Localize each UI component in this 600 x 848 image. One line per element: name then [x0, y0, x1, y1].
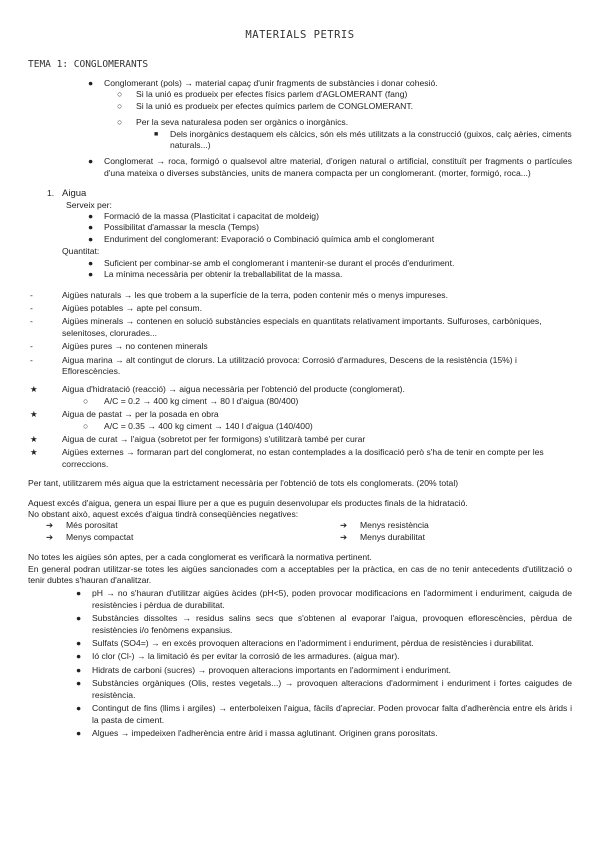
bullet-marker: ★ — [30, 447, 38, 458]
item-text: La mínima necessària per obtenir la treballabilitat de la massa. — [104, 269, 343, 280]
bullet-marker: ● — [88, 233, 94, 244]
section-title: TEMA 1: CONGLOMERANTS — [28, 59, 149, 70]
item-text: Aigua de curat → l'aigua (sobretot per fer formigons) s'utilitzarà també per curar — [62, 433, 366, 444]
general-text: En general podran utilitzar-se totes les aigües sancionades com a acceptables per la pràctica, en cas de no tenir antecedents d'utilització o tenir dubtes s'hauran d'analitzar. — [28, 563, 572, 586]
usos-aigua-list — [0, 384, 600, 470]
bullet-marker: ● — [76, 703, 82, 714]
intro-item — [0, 89, 600, 100]
usos-item — [0, 384, 600, 395]
usos-item — [0, 409, 600, 420]
tipus-item — [0, 355, 600, 378]
bullet-marker: ○ — [83, 420, 89, 431]
bullet-marker: ○ — [83, 395, 89, 406]
tipus-item — [0, 290, 600, 301]
perill-item — [0, 613, 600, 636]
exces-text-2: No obstant això, aquest excés d'aigua tindrà conseqüències negatives: — [28, 509, 299, 519]
item-text: Dels inorgànics destaquem els càlcics, són els més utilitzats a la construcció (guixos, calç aèries, ciments naturals...) — [170, 128, 572, 151]
intro-item — [0, 129, 600, 152]
perill-item — [0, 678, 600, 701]
bullet-marker: ➔ — [340, 531, 348, 542]
conclusio-text: Per tant, utilitzarem més aigua que la estrictament necessària per l'obtenció de tots els conglomerats. (20% total) — [28, 478, 459, 489]
bullet-marker: - — [30, 289, 33, 300]
item-text: A/C = 0.2 → 400 kg ciment → 80 l d'aigua (80/400) — [104, 395, 299, 406]
normativa-text: No totes les aigües són aptes, per a cada conglomerat es verificarà la normativa pertinent. — [28, 552, 372, 563]
item-text: Aigües externes → formaran part del conglomerat, no estan contemplades a la dosificació però s'ha de tenir en compte per les correccions. — [62, 447, 544, 469]
bullet-marker: ● — [76, 613, 82, 624]
item-text: Menys compactat — [66, 531, 134, 542]
bullet-marker: ○ — [117, 89, 123, 100]
item-text: Substàncies dissoltes → residus salins secs que s'obtenen al evaporar l'aigua, provoquen eflorescències, pèrdua de resistències i/o fenòmens expansius. — [92, 613, 572, 635]
quantitat-item — [0, 269, 600, 280]
intro-item — [0, 117, 600, 128]
quantitat-list — [0, 258, 600, 281]
bullet-marker: ● — [76, 678, 82, 689]
item-text: Conglomerat → roca, formigó o qualsevol altre material, d'origen natural o artificial, constituït per fragments o partícules d'una mateixa o diverses substàncies, units de manera compacta per un conglomerant. (morter, formigó, roca...) — [104, 156, 572, 178]
bullet-marker: - — [30, 316, 33, 327]
usos-subitem — [0, 421, 600, 432]
consequencia-item — [285, 520, 545, 531]
item-text: Possibilitat d'amassar la mescla (Temps) — [104, 222, 259, 233]
perill-item — [0, 703, 600, 726]
item-text: Aigües naturals → les que trobem a la superfície de la terra, poden contenir més o menys impureses. — [62, 289, 448, 300]
exces-text-1: Aquest excés d'aigua, genera un espai lliure per a que es puguin desenvolupar els productes finals de la hidratació. — [28, 497, 468, 508]
bullet-marker: ● — [76, 664, 82, 675]
item-text: Algues → impedeixen l'adherència entre àrid i massa aglutinant. Originen grans porositats. — [92, 727, 438, 738]
intro-item — [0, 101, 600, 112]
item-text: pH → no s'hauran d'utilitzar aigües àcides (pH<5), poden provocar modificacions en l'adormiment i enduriment, caiguda de resistències i pèrdua de durabilitat. — [92, 588, 572, 610]
perill-item — [0, 638, 600, 649]
consequencia-item — [0, 520, 285, 531]
item-text: Aigua d'hidratació (reacció) → aigua necessària per l'obtenció del producte (conglomerat). — [62, 384, 405, 395]
quantitat-item — [0, 258, 600, 269]
serveix-item — [0, 234, 600, 245]
bullet-marker: ➔ — [340, 520, 348, 531]
perill-item — [0, 728, 600, 739]
bullet-marker: ● — [76, 588, 82, 599]
intro-item — [0, 78, 600, 89]
intro-item — [0, 156, 600, 179]
consequencia-item — [285, 532, 545, 543]
bullet-marker: - — [30, 302, 33, 313]
serveix-label: Serveix per: — [66, 199, 112, 210]
quantitat-label: Quantitat: — [62, 246, 100, 257]
item-text: Aigües potables → apte pel consum. — [62, 302, 202, 313]
item-text: Si la unió es produeix per efectes químics parlem de CONGLOMERANT. — [136, 100, 414, 111]
perill-item — [0, 665, 600, 676]
item-text: Formació de la massa (Plasticitat i capacitat de moldeig) — [104, 211, 319, 222]
bullet-marker: ● — [88, 222, 94, 233]
item-text: Aigua de pastat → per la posada en obra — [62, 409, 219, 420]
item-text: Si la unió es produeix per efectes físics parlem d'AGLOMERANT (fang) — [136, 89, 408, 100]
item-text: Enduriment del conglomerant: Evaporació o Combinació química amb el conglomerant — [104, 233, 435, 244]
perill-item — [0, 651, 600, 662]
usos-item — [0, 447, 600, 470]
bullet-marker: ★ — [30, 409, 38, 420]
bullet-marker: ● — [88, 269, 94, 280]
item-text: Aigües minerals → contenen en solució substàncies especials en quantitats relativament importants. Sulfuroses, carbòniques, selenitoses, clorurades... — [62, 316, 542, 338]
bullet-marker: - — [30, 354, 33, 365]
bullet-marker: ● — [88, 257, 94, 268]
section-number: 1. — [47, 188, 55, 199]
bullet-marker: - — [30, 341, 33, 352]
item-text: Aigua marina → alt contingut de clorurs. La utilització provoca: Corrosió d'armadures, Descens de la resistència (15%) i Eflorescències. — [62, 354, 517, 376]
bullet-marker: ■ — [154, 130, 159, 138]
bullet-marker: ○ — [117, 100, 123, 111]
item-text: Més porositat — [66, 520, 118, 531]
item-text: Menys resistència — [360, 520, 429, 531]
item-text: Conglomerant (pols) → material capaç d'unir fragments de substàncies i donar cohesió. — [104, 78, 438, 88]
bullet-marker: ● — [88, 211, 94, 222]
serveix-item — [0, 211, 600, 222]
serveix-list — [0, 211, 600, 245]
item-text: Suficient per combinar-se amb el conglomerant i mantenir-se durant el procés d'enduriment. — [104, 257, 455, 268]
usos-subitem — [0, 396, 600, 407]
bullet-marker: ★ — [30, 433, 38, 444]
item-text: Hidrats de carboni (sucres) → provoquen alteracions importants en l'adormiment i enduriment. — [92, 664, 451, 675]
perill-item — [0, 588, 600, 611]
item-text: Menys durabilitat — [360, 531, 425, 542]
item-text: Substàncies orgàniques (Olis, restes vegetals...) → provoquen alteracions d'adormiment i enduriment i fortes caigudes de resistència. — [92, 678, 572, 700]
item-text: Contingut de fins (llims i argiles) → enterboleixen l'aigua, fàcils d'apreciar. Poden provocar falta d'adherència entre els àrids i la pasta de ciment. — [92, 703, 572, 725]
bullet-marker: ➔ — [46, 531, 54, 542]
bullet-marker: ● — [76, 638, 82, 649]
intro-list — [0, 78, 600, 179]
tipus-item — [0, 316, 600, 339]
item-text: A/C = 0.35 → 400 kg ciment → 140 l d'aigua (140/400) — [104, 420, 313, 431]
item-text: Aigües pures → no contenen minerals — [62, 341, 208, 352]
consequencies-grid — [0, 520, 600, 543]
bullet-marker: ● — [88, 156, 94, 167]
bullet-marker: ○ — [117, 117, 123, 128]
bullet-marker: ★ — [30, 384, 38, 395]
item-text: Per la seva naturalesa poden ser orgànics o inorgànics. — [136, 117, 349, 128]
bullet-marker: ● — [88, 78, 94, 88]
bullet-marker: ● — [76, 651, 82, 662]
tipus-item — [0, 341, 600, 352]
bullet-marker: ● — [76, 727, 82, 738]
aigua-section — [0, 188, 600, 280]
aigua-heading: Aigua — [62, 188, 87, 200]
usos-item — [0, 434, 600, 445]
document-body — [0, 78, 600, 739]
page-title: MATERIALS PETRIS — [245, 29, 355, 41]
perills-list — [0, 588, 600, 739]
tipus-aigues-list — [0, 290, 600, 378]
serveix-item — [0, 222, 600, 233]
bullet-marker: ➔ — [46, 520, 54, 531]
tipus-item — [0, 303, 600, 314]
item-text: Sulfats (SO4=) → en excés provoquen alteracions en l'adormiment i enduriment, pèrdua de resistències i durabilitat. — [92, 638, 534, 649]
consequencia-item — [0, 532, 285, 543]
item-text: Ió clor (Cl-) → la limitació és per evitar la corrosió de les armadures. (aigua mar). — [92, 651, 400, 662]
